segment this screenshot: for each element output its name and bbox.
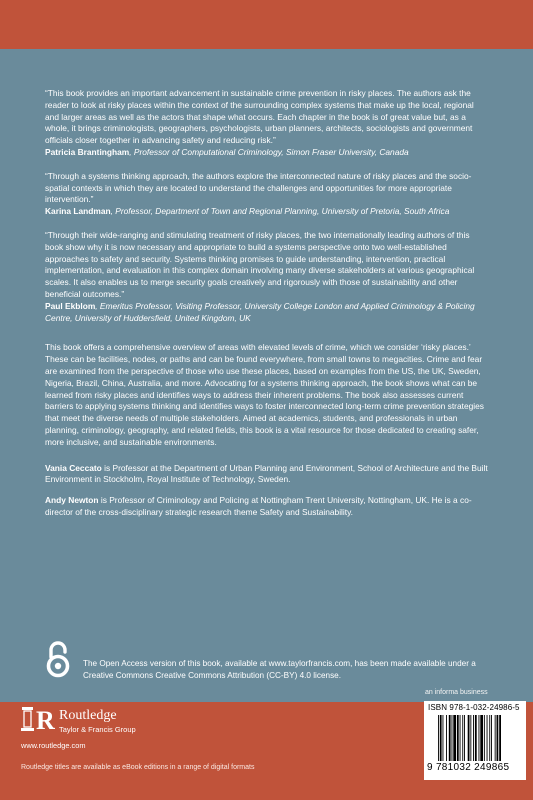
- endorsement-quote: “Through a systems thinking approach, the authors explore the interconnected nature of risky places and the socio-spatial contexts in which they are located to understand the challenges and opportunities for more appropriate intervention.”: [45, 170, 472, 205]
- barcode-stripe: [453, 715, 456, 761]
- endorser-role: , Professor of Computational Criminology, Simon Fraser University, Canada: [129, 146, 409, 157]
- open-access-text: The Open Access version of this book, available at www.taylorfrancis.com, has been made available under a Creative Commons Creative Commons Attribution (CC-BY) 4.0 license.: [83, 659, 476, 680]
- barcode-stripe: [491, 715, 492, 761]
- barcode-stripe: [470, 715, 471, 761]
- barcode-stripe: [487, 715, 488, 761]
- barcode-stripe: [457, 715, 459, 761]
- barcode-stripe: [452, 715, 453, 761]
- endorsement-2: [45, 171, 490, 218]
- endorsement-quote: “Through their wide-ranging and stimulating treatment of risky places, the two internationally leading authors of this book show why it is now necessary and appropriate to build a systems perspective onto two well-established approaches to safety and security. Systems thinking promises to guide understanding, intervention, practical implementation, and evaluation in this complex domain involving many diverse stakeholders at various geographical scales. It also enables us to merge security goals creatively and rigorously with those of sustainability and other beneficial outcomes.”: [45, 229, 475, 299]
- publisher-url[interactable]: www.routledge.com: [21, 741, 86, 750]
- top-color-band: [0, 0, 533, 49]
- routledge-column-icon: [21, 707, 34, 732]
- barcode-stripe: [460, 715, 461, 761]
- barcode-stripe: [440, 715, 442, 761]
- endorser-name: Paul Ekblom: [45, 300, 96, 311]
- isbn-label: ISBN 978-1-032-24986-5: [428, 703, 520, 712]
- publisher-group: Taylor & Francis Group: [59, 725, 136, 734]
- barcode-stripe: [446, 715, 447, 761]
- barcode-digits: 9 781032 249865: [427, 762, 510, 773]
- barcode-stripe: [475, 715, 477, 761]
- barcode-stripe: [443, 715, 444, 761]
- endorsement-attribution: [45, 301, 490, 325]
- endorsement-quote: “This book provides an important advancement in sustainable crime prevention in risky places. The authors ask the reader to look at risky places within the context of the surrounding complex systems that make up the local, regional and larger areas as well as the actors that shape what occurs. Each chapter in the book is of great value but, as a whole, it brings criminologists, geographers, psychologists, urban planners, architects, sociologists and government officials closer together in advancing safety and reducing risk.”: [45, 88, 474, 146]
- barcode-stripe: [468, 715, 470, 761]
- author-bio-1: [45, 463, 490, 487]
- barcode-stripe: [489, 715, 490, 761]
- barcode-bars: [438, 715, 522, 761]
- barcode-stripe: [497, 715, 499, 761]
- informa-business-label: an informa business: [425, 689, 488, 696]
- endorser-role: , Emeritus Professor, Visiting Professor, University College London and Applied Criminology & Policing Centre, University of Huddersfield, United Kingdom, UK: [45, 300, 475, 323]
- publisher-name: Routledge: [59, 708, 117, 723]
- endorsement-1: [45, 88, 490, 159]
- endorser-name: Patricia Brantingham: [45, 146, 130, 157]
- barcode-stripe: [462, 715, 463, 761]
- barcode-stripe: [438, 715, 439, 761]
- author-bio-2: [45, 495, 490, 519]
- ebook-note: Routledge titles are available as eBook editions in a range of digital formats: [21, 764, 255, 771]
- barcode-stripe: [449, 715, 451, 761]
- author-name: Andy Newton: [45, 495, 99, 506]
- open-access-notice: [45, 640, 490, 680]
- author-bio-text: is Professor of Criminology and Policing at Nottingham Trent University, Nottingham, UK. He is a co-director of the cross-disciplinary strategic research theme Safety and Sustainability.: [45, 495, 472, 517]
- barcode-stripe: [479, 715, 480, 761]
- routledge-logo-letter: R: [36, 706, 55, 735]
- author-bio-text: is Professor at the Department of Urban Planning and Environment, School of Architecture and the Built Environment in Stockholm, Royal Institute of Technology, Sweden.: [45, 462, 488, 485]
- barcode-stripe: [499, 715, 501, 761]
- barcode-stripe: [480, 715, 483, 761]
- back-cover-text: [45, 88, 490, 528]
- author-name: Vania Ceccato: [45, 462, 102, 473]
- endorsement-attribution: [45, 206, 490, 218]
- endorser-role: , Professor, Department of Town and Regional Planning, University of Pretoria, South Africa: [110, 206, 450, 217]
- endorser-name: Karina Landman: [45, 206, 111, 217]
- barcode-stripe: [473, 715, 474, 761]
- barcode-stripe: [464, 715, 465, 761]
- open-access-icon: [45, 640, 71, 678]
- isbn-barcode: [424, 701, 526, 780]
- book-description: This book offers a comprehensive overview of areas with elevated levels of crime, which we consider ‘risky places.’ These can be facilities, nodes, or paths and can be found everywhere, from small towns to megacities. Crime and fear are examined from the perspective of those who use these places, based on examples from the US, the UK, Sweden, Nigeria, Brazil, China, Australia, and more. Advocating for a systems thinking approach, the book shows what can be learned from risky places and identifies ways to address their inherent problems. The book also assesses current barriers to applying systems thinking and identifies ways to foster interconnected long-term crime prevention strategies that meet the diverse needs of multiple stakeholders. Aimed at academics, students, and professionals in urban planning, criminology, geography, and related fields, this book is a vital resource for those dedicated to creating safer, more inclusive, and sustainable environments.: [45, 342, 484, 447]
- barcode-stripe: [495, 715, 496, 761]
- endorsement-attribution: [45, 147, 490, 159]
- endorsement-3: [45, 230, 490, 324]
- barcode-stripe: [484, 715, 485, 761]
